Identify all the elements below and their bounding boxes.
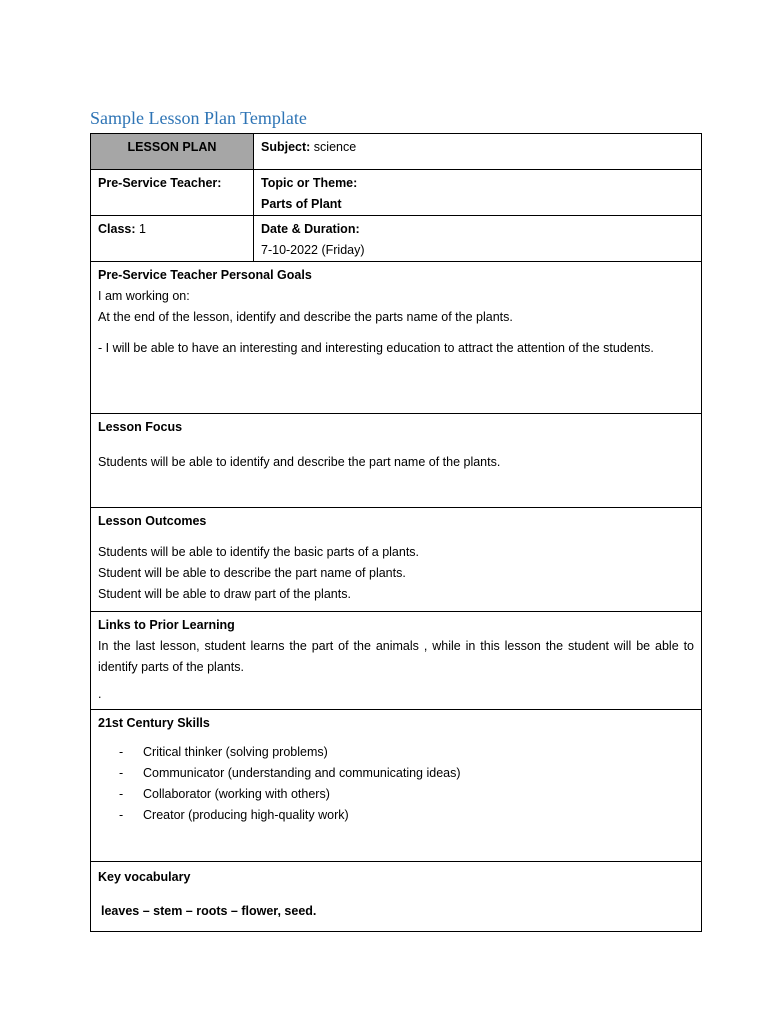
skill-text: Creator (producing high-quality work) <box>143 808 349 822</box>
date-label: Date & Duration: <box>261 222 360 236</box>
outcomes-cell <box>91 508 702 612</box>
class-value: 1 <box>135 222 146 236</box>
skill-text: Communicator (understanding and communicating ideas) <box>143 766 461 780</box>
skill-item <box>98 784 694 805</box>
prior-text: In the last lesson, student learns the part of the animals , while in this lesson the student will be able to identify parts of the plants. <box>98 639 694 674</box>
bullet-dash: - <box>119 787 124 801</box>
lesson-plan-label: LESSON PLAN <box>127 140 217 154</box>
teacher-cell <box>91 170 254 216</box>
focus-text: Students will be able to identify and describe the part name of the plants. <box>98 455 501 469</box>
bullet-dash: - <box>119 745 124 759</box>
table-row <box>91 710 702 862</box>
table-row <box>91 508 702 612</box>
class-cell <box>91 216 254 262</box>
topic-value: Parts of Plant <box>261 197 342 211</box>
outcomes-list <box>98 542 694 605</box>
skill-item <box>98 742 694 763</box>
goals-heading: Pre-Service Teacher Personal Goals <box>98 268 312 282</box>
prior-learning-cell <box>91 612 702 710</box>
document-title: Sample Lesson Plan Template <box>90 108 307 128</box>
vocab-text: leaves – stem – roots – flower, seed. <box>101 904 317 918</box>
goals-line-1: I am working on: <box>98 289 190 303</box>
table-row <box>91 262 702 414</box>
skill-item <box>98 805 694 826</box>
goals-line-3: - I will be able to have an interesting and interesting education to attract the attention of the students. <box>98 341 654 355</box>
skill-item <box>98 763 694 784</box>
skills-cell <box>91 710 702 862</box>
focus-heading: Lesson Focus <box>98 420 183 434</box>
outcome-item: Student will be able to describe the part name of plants. <box>98 566 406 580</box>
outcome-item: Students will be able to identify the basic parts of a plants. <box>98 545 420 559</box>
subject-cell <box>254 134 702 170</box>
skills-list <box>98 742 694 826</box>
table-row <box>91 862 702 932</box>
table-row <box>91 170 702 216</box>
goals-line-2: At the end of the lesson, identify and describe the parts name of the plants. <box>98 310 513 324</box>
prior-dot: . <box>98 687 102 701</box>
skill-text: Critical thinker (solving problems) <box>143 745 328 759</box>
prior-heading: Links to Prior Learning <box>98 618 235 632</box>
teacher-label: Pre-Service Teacher: <box>98 176 222 190</box>
date-value: 7-10-2022 (Friday) <box>261 243 365 257</box>
lesson-plan-header-cell <box>91 134 254 170</box>
bullet-dash: - <box>119 808 124 822</box>
topic-label: Topic or Theme: <box>261 176 358 190</box>
subject-label: Subject: <box>261 140 311 154</box>
outcome-item: Student will be able to draw part of the plants. <box>98 587 351 601</box>
vocab-heading: Key vocabulary <box>98 870 191 884</box>
bullet-dash: - <box>119 766 124 780</box>
outcomes-heading: Lesson Outcomes <box>98 514 207 528</box>
focus-cell <box>91 414 702 508</box>
table-row <box>91 612 702 710</box>
goals-cell <box>91 262 702 414</box>
table-row <box>91 414 702 508</box>
skills-heading: 21st Century Skills <box>98 716 210 730</box>
skill-text: Collaborator (working with others) <box>143 787 330 801</box>
topic-cell <box>254 170 702 216</box>
lesson-plan-table <box>90 133 702 932</box>
class-label: Class: <box>98 222 136 236</box>
vocabulary-cell <box>91 862 702 932</box>
table-row <box>91 134 702 170</box>
subject-value: science <box>310 140 357 154</box>
table-row <box>91 216 702 262</box>
date-cell <box>254 216 702 262</box>
